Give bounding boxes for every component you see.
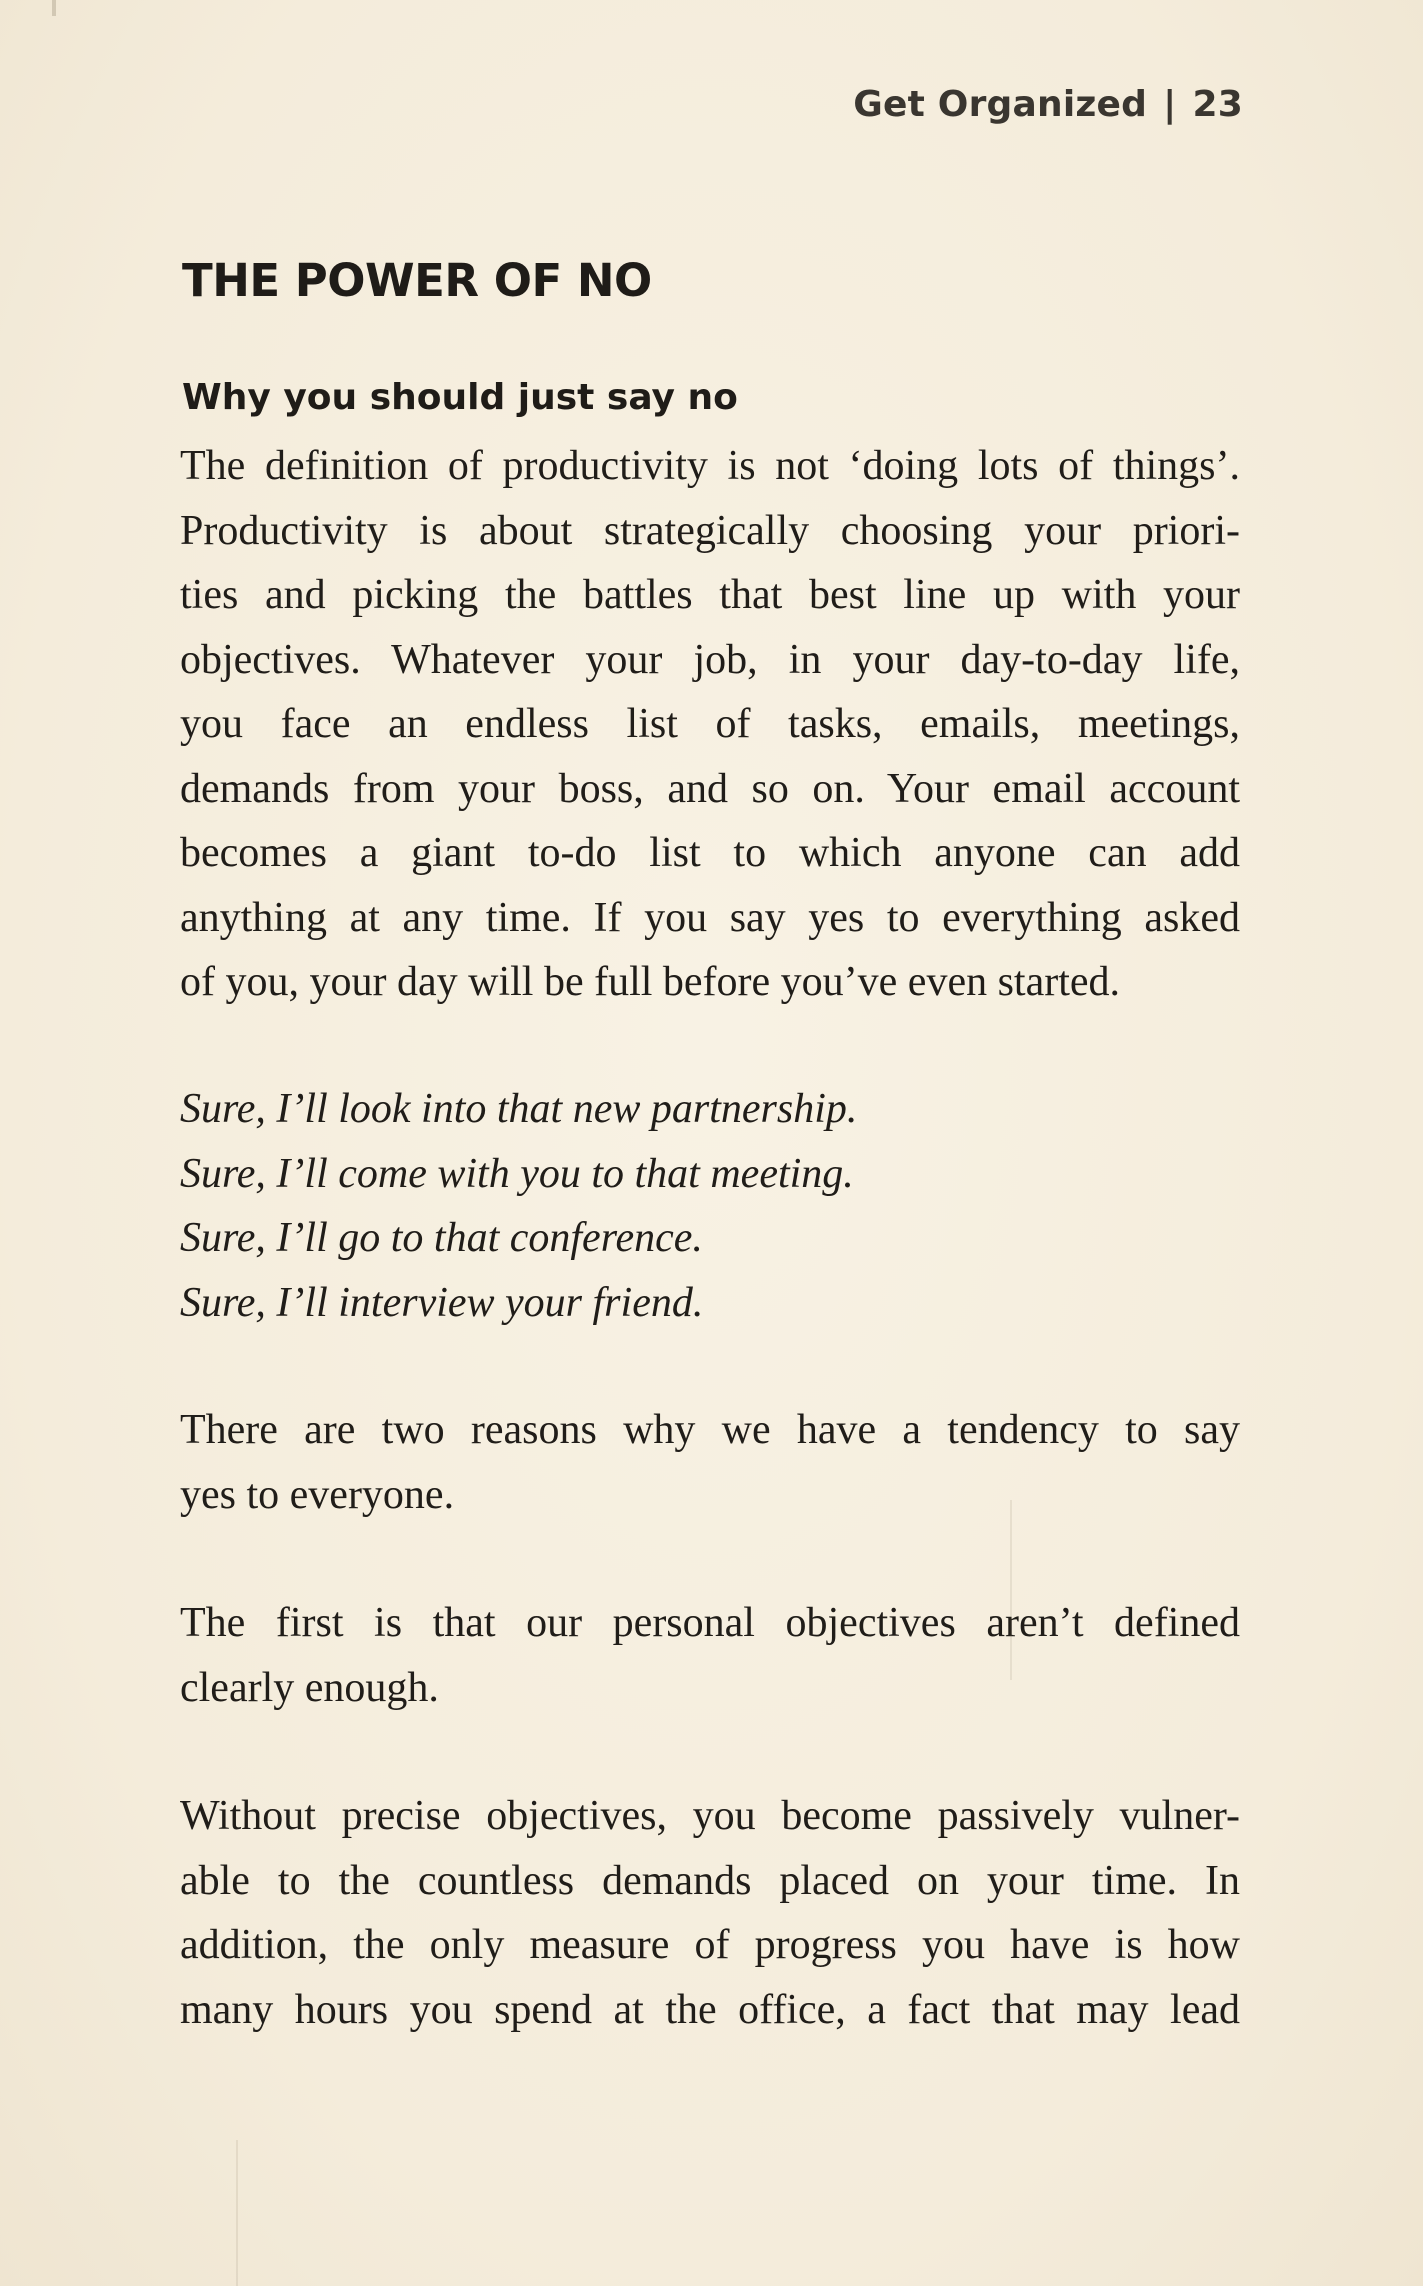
paragraph-line: able to the countless demands placed on your time. In bbox=[180, 1857, 1240, 1904]
paper-speck bbox=[236, 2140, 238, 2286]
paragraph-line: many hours you spend at the office, a fact that may lead bbox=[180, 1986, 1240, 2033]
paragraph-line: ties and picking the battles that best line up with your bbox=[180, 572, 1240, 618]
paper-speck bbox=[52, 0, 56, 16]
paragraph-line: clearly enough. bbox=[180, 1664, 439, 1711]
paragraph-line: of you, your day will be full before you’ve even started. bbox=[180, 959, 1121, 1005]
example-line: Sure, I’ll come with you to that meeting. bbox=[180, 1150, 854, 1197]
running-head-separator: | bbox=[1163, 84, 1177, 125]
paragraph-2 bbox=[180, 1398, 1240, 1527]
page-number: 23 bbox=[1192, 84, 1243, 125]
paragraph-line: Productivity is about strategically choosing your priori- bbox=[180, 507, 1240, 554]
running-head-section: Get Organized bbox=[853, 84, 1148, 125]
paragraph-line: you face an endless list of tasks, emails, meetings, bbox=[180, 701, 1240, 747]
paragraph-line: objectives. Whatever your job, in your day-to-day life, bbox=[180, 636, 1240, 683]
paragraph-line: There are two reasons why we have a tendency to say bbox=[180, 1407, 1240, 1453]
paragraph-line: anything at any time. If you say yes to everything asked bbox=[180, 894, 1240, 941]
running-head bbox=[853, 84, 1243, 125]
subheading: Why you should just say no bbox=[182, 377, 738, 418]
paragraph-3 bbox=[180, 1591, 1240, 1720]
paragraph-line: demands from your boss, and so on. Your email account bbox=[180, 765, 1240, 812]
section-title: THE POWER OF NO bbox=[182, 254, 652, 307]
paragraph-line: Without precise objectives, you become passively vulner- bbox=[180, 1793, 1240, 1839]
paragraph-1 bbox=[180, 434, 1240, 1015]
paragraph-line: The definition of productivity is not ‘doing lots of things’. bbox=[180, 443, 1240, 489]
paragraph-line: becomes a giant to-do list to which anyone can add bbox=[180, 830, 1240, 876]
paragraph-line: The first is that our personal objectives aren’t defined bbox=[180, 1600, 1240, 1646]
example-line: Sure, I’ll look into that new partnership. bbox=[180, 1086, 858, 1132]
example-line: Sure, I’ll go to that conference. bbox=[180, 1215, 703, 1261]
paragraph-line: yes to everyone. bbox=[180, 1471, 455, 1518]
paper-speck bbox=[1010, 1500, 1012, 1680]
paragraph-line: addition, the only measure of progress you have is how bbox=[180, 1922, 1240, 1968]
paragraph-4 bbox=[180, 1784, 1240, 2042]
example-responses bbox=[180, 1077, 1240, 1335]
example-line: Sure, I’ll interview your friend. bbox=[180, 1279, 704, 1326]
